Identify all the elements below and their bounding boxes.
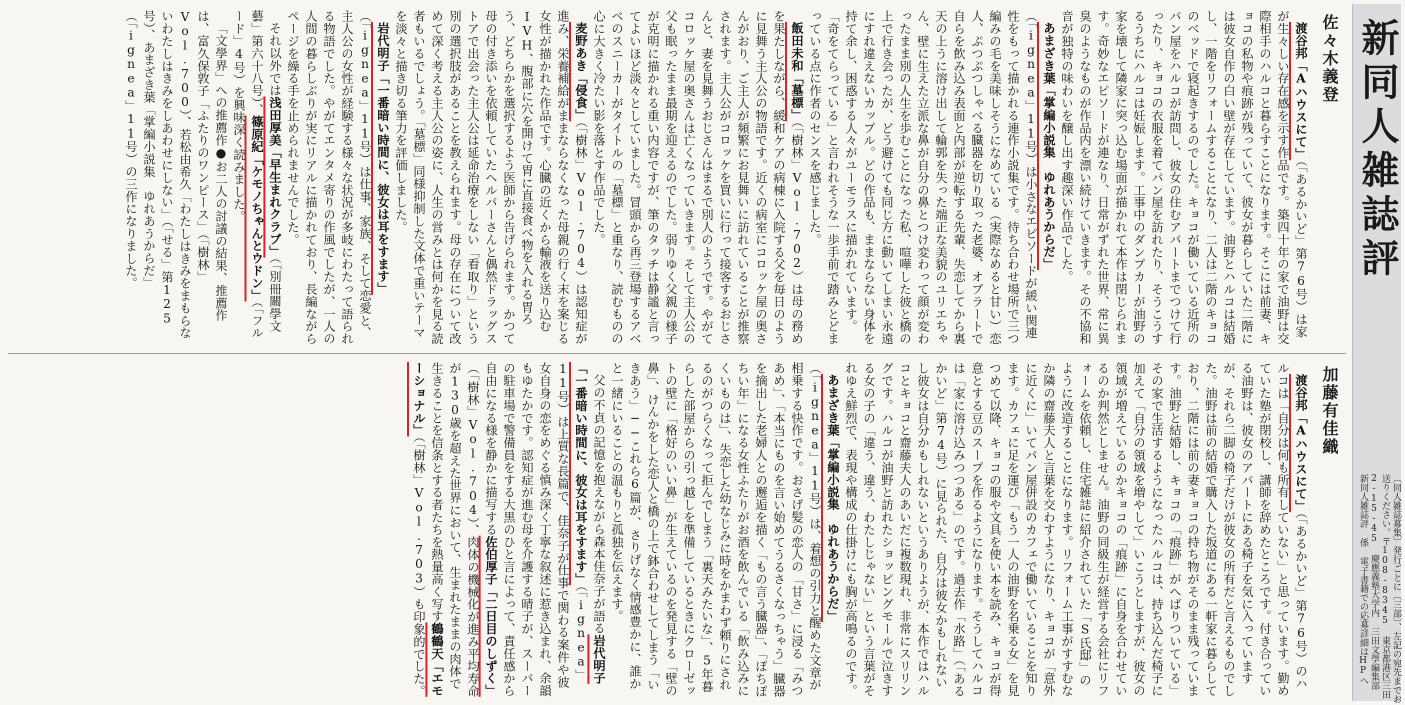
review-paragraph bbox=[410, 362, 608, 698]
review-text-segment: （「フルード」4号）を興味深く読みました。 bbox=[232, 10, 264, 339]
review-text-segment: （「樹林」Vol.702）は母の務めを果たしながら、緩和ケアの病棟に入院する父を毎日のように見舞う主人公の物語です。近くの病室にコロッケ屋の奥さんがおり、ご主人が頻繁にお見舞いに訪れていることが推察されます。主人公がコロッケを買いに行って接客するおじさんと、妻を見舞うおじさんはまるで別人のようです。やがてコロッケ屋の奥さんは亡くなっていきます。そして主人公の父も眠ったまま最期を迎えるのでした。弱りゆく父親の様子が克明に描かれる重い内容ですが、筆のタッチは静謐と言ってよいほど淡々としていました。冒頭から再三登場するアベベのスニーカーがタイトルの「墓標」と重なり、読むものの心に大きく冷たい影を落とす作品でした。 bbox=[592, 10, 804, 345]
lower-review-text bbox=[250, 362, 1310, 698]
submission-note: 〔同人雑誌募集〕発行ごとに〔三部〕、左記の宛先までお送りください。〒108-8345 東京都港区三田2-15-45 慶應義塾大学内 三田文學編集部 新同人雑誌評 係 電子書籍での応募詳細はHPへ bbox=[1358, 474, 1401, 704]
review-text-segment: 父の不貞の記憶を抱えながら森本佳奈子が語る bbox=[592, 374, 606, 635]
page-title: 新同人雑誌評 bbox=[1355, 18, 1400, 282]
work-title: 鶴鶴天「エモーショナル」 bbox=[412, 362, 444, 697]
review-paragraph bbox=[392, 10, 590, 346]
review-paragraph bbox=[590, 10, 806, 346]
review-paragraph bbox=[842, 362, 1310, 698]
review-text-segment: （「ignea」11号）は小さなエピソードが緩い関連性をもって描かれる連作小説集です。待ち合わせ場所で三つ編みの毛を美味しそうになめている（実際なめると甘い）恋人、ぷつぷつしゃべる臓器を切り取った老婆、オブラートで自らを飲み込み表面と内部が逆転する先輩、失恋してから裏天の上うに溶け出して輪郭を失った端正な美貌のユリエちゃん、壁に生えた立派な鼻が自分の鼻とつけ変わって顔が変わったまま別の人生を歩むことになった私、喧嘩した彼と橋の上で行き会ったが、どう避けても同じ方に動いてしまい永遠にすれ違えないカップル。どの作品も、ままならない身体を持て余し、困惑する人々がユーモラスに描かれています。「奇をてらっている」と言われそうな一歩手前で踏みとどまっている点に作者のセンスを感じました。 bbox=[808, 10, 1038, 345]
review-paragraph bbox=[122, 10, 230, 346]
section-divider bbox=[8, 353, 1346, 354]
work-title: 佐伯厚子「二日目のしずく」 bbox=[484, 535, 498, 697]
work-title: あまざき葉「掌編小説集 ゆれあうからだ」 bbox=[826, 374, 840, 623]
work-title: 浅田厚美「早生まれクラブ」 bbox=[268, 96, 282, 258]
work-title: 岩代明子「一番暗い時間に、彼女は耳をすます」 bbox=[376, 22, 390, 295]
work-title: あまざき葉「掌編小説集 ゆれあうからだ」 bbox=[1042, 22, 1056, 271]
review-text-segment: （「樹林」Vol.704）は認知症が進み、栄養補給がままならなくなった母親の行く末を案じる女性が描かれた作品です。心臓の近くから輸液を送り込むIVH、腹部に穴を開けて胃に直接食べ物を入れる胃ろう、どちらかを選択するよう医師から告げられます。かつて母の付き添いを依頼していたヘルパーさんと偶然ドラッグストアで出会った主人公は延命治療をしない「看取り」という別の選択肢があることを教えられます。母の存在について改めて深く考える主人公の姿に、人生の営みとは何かを見る読者もいるでしょう。「墓標」同様抑制した文体で重いテーマを淡々と描き切る筆力を評価しました。 bbox=[394, 10, 588, 345]
work-title: 飯田未和「墓標」 bbox=[790, 22, 804, 122]
review-text-segment: （「別冊關學文藝」第六十八号）、 bbox=[250, 10, 282, 333]
review-text-segment: （「ignea」11号）は仕事、家族、そして恋愛と、主人公の女性が経験する様々な状況が多岐にわたって語られる物語でした。やがてエンタメ寄りの作風でしたが、一人の人間の暮らしぶりが実にリアルに描かれており、長編ながらページを繰る手を止められませんでした。 bbox=[286, 10, 372, 345]
review-text-segment: （「ignea」11号）は、着想の引力と醒めた文章が相乗する快作です。おさげ髪の恋人の「甘さ」に浸る「みつあめ」、「本当にものを言い始めてうるさくなっちゃう」臓器を摘出した老婦人との邂逅を描く「もの言う臓器」、「ぽちぽちい年」になる女性ふたりがお酒を飲んでいる「飲み込みにくいものは」、失恋した幼なじみに時をかまわず頼りにされるのがつらくなって拒んでしまう「裏天みたいな」、5年暮らした部屋からの引っ越しを準備しているときにクローゼットの壁に「格好のいい鼻」が生えているのを発見する「壁の鼻」、けんかをした恋人と橋の上で鉢合わせしてしまう「いきあう」──これら6篇が、さりげなく情感豊かに、誰かと一緒にいることの温もりと孤独を伝えます。 bbox=[610, 362, 822, 697]
review-text-segment: （「ignea」11号）は上質な長篇で、佳奈子が仕事で関わる案件や彼女自身の恋をめぐる慎み深く丁寧な叙述に惹き込まれ、余韻もゆたかです。認知症が進む母を介護する晴子が、スーパーの駐車場で警備員をする大黒のひと言によって、責任感から自由になる様を静かに描写する bbox=[484, 362, 588, 697]
masthead bbox=[1352, 4, 1401, 704]
review-text-segment: それ以外では bbox=[268, 22, 282, 97]
work-title: 篠原紀「ケモノちゃんとウドン」 bbox=[250, 115, 264, 302]
review-text-segment: （「あるかいど」第76号）のハルコは「自分は何も所有していない」と思っています。勤めていた塾が閉校し、講師を辞めたところです。付き合っている油野は、彼女のアパートにある椅子を気に入っていますが、それら二脚の椅子だけが彼女の所有だと言えるものでした。油野は前の結婚で購入した坂道にある一軒家に暮らしており、二階には前の妻キョコの持ち物がそのまま残っています。油野と結婚し、キョコの「痕跡」がへばりついている」その家で生活するようになったハルコは、持ち込んだ椅子に加えて「自分の領域を増やして」いこうとしますが、彼女の領域が増えているのかキョコの「痕跡」に自身を合わせているのか判然としません。油野の同級生が経営する会社にリフォームを依頼し、住宅雑誌に紹介されていた「S氏邸」のように改造することになります。リフォーム工事がすすむなか隣の齋藤夫人と言葉を交わすようになり、キョコが「意外に近くに」いてパン屋併設のカフェで働いていることを知ります。カフェに足を運び「もう一人の油野を名乗る女」を見つめて以降、キョコの服や文具を使い本を読み、キョコが得意とする豆のスープを作るようになります。そうしてハルコは「家に溶け込みつつある」のです。過去作「水路」（「あるかいど」第74号）に見られた、自分は彼女かもしれないし彼女は自分かもしれないというありようが、本作ではハルコとキョコと齋藤夫人のあいだに複数現れ、非常にスリリングです。ハルコが油野と訪れたショッピングモールで泣きする女の子の「違う、違う、わたしじゃない」という言葉がそれゆえ鮮烈で、表現や構成の仕掛けにも胸が高鳴るのです。 bbox=[844, 362, 1308, 697]
work-title: 麦野あき「侵食」 bbox=[574, 22, 588, 122]
review-paragraph bbox=[806, 10, 1058, 346]
upper-review-text bbox=[12, 10, 1310, 346]
review-text-segment: 「文學界」への推薦作●お二人の討議の結果、推薦作は、富久保敦子「ふたりのワンピース」（「樹林」Vol.700）、若松由希久「わたしはきみをまもらないわたしはきみをしあわせにしない」（「せる」第125号）、あまざき葉「掌編小説集 ゆれあうからだ」（「ignea」11号）の三作になりました。 bbox=[124, 10, 228, 339]
review-text-segment: （「樹林」Vol.703）も印象的でした。 bbox=[412, 436, 426, 698]
review-paragraph bbox=[230, 10, 284, 346]
review-text-segment: （「樹林」Vol.704）、肉体の機械化が進み平均寿命が130歳を超えた世界において、生まれたままの肉体で生きることを信条とする者たちを熱量高く写す bbox=[430, 362, 480, 698]
review-paragraph bbox=[1058, 10, 1310, 346]
review-paragraph bbox=[284, 10, 392, 346]
work-title: 岩代明子「一番暗い時間に、彼女は耳をすます」 bbox=[574, 362, 606, 685]
work-title: 渡谷邦「Aハウスにて」 bbox=[1294, 374, 1308, 513]
review-paragraph bbox=[608, 362, 842, 698]
work-title: 渡谷邦「Aハウスにて」 bbox=[1294, 22, 1308, 161]
reviewer-name-lower: 加藤有佳織 bbox=[1320, 366, 1339, 456]
reviewer-name-upper: 佐々木義登 bbox=[1320, 14, 1339, 104]
review-text-segment: （「あるかいど」第76号）は家が生々しい存在感を示す作品です。築四十年の家で油野は交際相手のハルコと暮らすことになります。そこには前妻、キョコの私物や痕跡が残っていて、彼女が暮らしていた二階には彼女自作の白い壁が存在しています。油野とハルコは結婚し、一階をリフォームすることになり、二人は二階のキョコのベッドで寝起きするのでした。キョコが働いている近所のパン屋をハルコが訪問し、彼女の住むアパートまでつけて行ったり、キョコの衣服を着てパン屋を訪れたり、そうこうするうちにハルコは妊娠します。工事中のダンプカーが油野の家を壊して隣家に突っ込む場面が描かれて本作は閉じられます。奇妙なエピソードが連なり、日常がずれた世界、常に異臭のようなものが作品内を漂い続けていきます。その不協和音が独特の味わいを醸し出す趣深い作品でした。 bbox=[1060, 10, 1308, 345]
